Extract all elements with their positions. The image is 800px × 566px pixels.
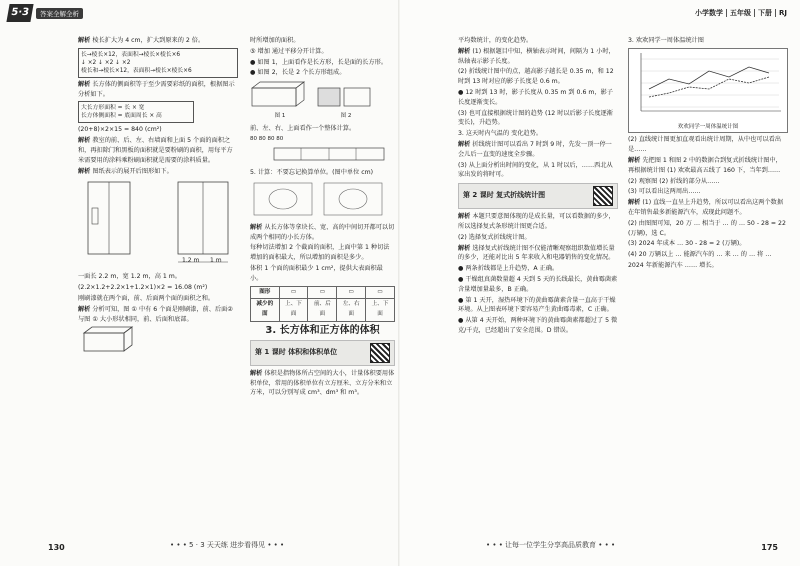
- section-title: 3. 长方体和正方体的体积: [265, 324, 380, 336]
- table-cell: 前、后面: [308, 299, 337, 322]
- subject-label: 小学数学: [695, 9, 723, 17]
- paragraph: ● 如图 1，上面看作是长方形，长是面的长方形。: [250, 58, 388, 66]
- lesson-banner: [458, 183, 618, 209]
- page-footer: • • • 让每一位学生分享高品质教育 • • •: [486, 541, 616, 549]
- analysis-label: 解析: [78, 167, 91, 175]
- paragraph: (3) 可以看出这两周出……: [628, 188, 701, 196]
- paragraph: 棱长扩大为 4 cm，扩大到原来的 2 倍。: [92, 37, 205, 44]
- paragraph: ⑤ 增加 通过平移分开计算。: [250, 47, 328, 55]
- page-footer: • • • 5 · 3 天天练 进步看得见 • • •: [170, 541, 285, 549]
- calculation: (20+8)×2×15 = 840 (cm²): [78, 126, 162, 134]
- table-cell: 上、下面: [279, 299, 308, 322]
- analysis-label: 解析: [78, 305, 91, 313]
- line-chart-svg: [629, 49, 785, 119]
- formula-line: 大长方形面积 = 长 × 宽: [81, 105, 145, 112]
- paragraph: 前、左、右、上面看作一个整体计算。: [250, 124, 356, 132]
- analysis-label: 解析: [458, 213, 471, 221]
- page-number: 175: [761, 543, 778, 552]
- lesson-title: 第 2 课时 复式折线统计图: [463, 191, 546, 200]
- paragraph: 3. 欢欢同学一周体温统计图: [628, 37, 704, 44]
- analysis-label: 解析: [628, 199, 641, 207]
- paragraph: (3) 从上面分析出时间的变化，从 1 时以后，……西北从家出发的将时可。: [458, 161, 613, 179]
- grade-label: 五年级: [726, 9, 754, 17]
- figure-2: [316, 80, 376, 122]
- paragraph: 图纸表示的展开后图形如下。: [92, 167, 173, 175]
- subject-header: [692, 8, 790, 18]
- paragraph: 刚刷漆就在两个面，前、后面两个面的面积之和。: [78, 294, 215, 302]
- dimension-label: 80 80 80 80: [250, 135, 284, 142]
- figure-caption: 图 1: [274, 112, 286, 119]
- chart-caption: 欢欢同学一周体温统计图: [677, 123, 739, 130]
- volume-label: 下册: [754, 9, 775, 17]
- paragraph: (3) 2024 年成本 … 30 - 28 = 2 (万辆)。: [628, 240, 746, 248]
- paragraph: (2) 由图图可知，20 万 … 相当于 … 的 … 50 - 28 = 22 (万辆)，选 C。: [628, 219, 786, 237]
- right-page: [400, 0, 800, 566]
- section-badge: 答案全解全析: [36, 8, 83, 19]
- long-box-drawing: [250, 144, 390, 164]
- paragraph: ● 两条折线都是上升趋势，A 正确。: [458, 265, 559, 273]
- page-number: 130: [48, 543, 65, 552]
- paragraph: (2) 观察图 (2) 折线的部分从……: [628, 177, 720, 185]
- formula-line: 棱长和→棱长×12，表面积→棱长×棱长×6: [81, 67, 192, 74]
- formula-line: 长→棱长×12，表面积→棱长×棱长×6: [81, 51, 181, 58]
- formula-line: ↓ ×2 ↓ ×2 ↓ ×2: [81, 59, 131, 66]
- figure-row: [250, 80, 395, 122]
- paragraph: 时所增加的面积。: [250, 37, 300, 44]
- paragraph: (4) 20 万辆以上 … 能源汽车的 … 来 … 的 … 将 …: [628, 251, 772, 259]
- paragraph: (1) 直线一直呈上升趋势，所以可以看出这两个数据在年销售最多新能源汽车，成现此问题不。: [628, 199, 784, 216]
- paragraph: 体积是指物体所占空间的大小，计量体积要用体积单位，常用的体积单位有立方厘米、立方分米和立方米，可以分别写成 cm³、dm³ 和 m³。: [250, 369, 395, 397]
- table-cell: 左、右面: [337, 299, 366, 322]
- analysis-label: 解析: [250, 223, 263, 231]
- figure-1: [250, 80, 310, 122]
- cube-diagram: [78, 325, 138, 355]
- paragraph: 选择复式折线统计图不仅能清晰观察组织数值增长量的多少，还能对比出 5 年来收入和电器销售的变化情况。: [458, 244, 615, 262]
- paragraph: ● 12 时到 13 时，影子长度从 0.35 m 到 0.6 m，影子长度逐渐变长。: [458, 88, 613, 106]
- paragraph: (2) 直线统计图更加直观看出统计周期，从中也可以看出是……: [628, 136, 782, 154]
- formula-box: [78, 48, 238, 78]
- series-line: [649, 67, 769, 89]
- paragraph: 平均数统计，的变化趋势。: [458, 37, 533, 44]
- analysis-label: 解析: [458, 244, 471, 252]
- box-figure-drawing: [316, 80, 376, 108]
- temperature-line-chart: [628, 48, 788, 134]
- paragraph: 一面长 2.2 m，宽 1.2 m，高 1 m。: [78, 273, 181, 281]
- left-column-1: [78, 36, 238, 359]
- calculation: (2.2×1.2+2.2×1+1.2×1)×2 = 16.08 (m²): [78, 284, 208, 292]
- paragraph: 先把图 1 和图 2 中的数据合到复式折线统计图中，再根据统计图 (1) 欢欢最高五线了 160 下，当年到……: [628, 156, 782, 174]
- paragraph: (2) 折线统计图中的点，越高影子越长是 0.35 m，和 12 时到 13 时对应的影子长度是 0.6 m。: [458, 68, 614, 86]
- paragraph: 教室的前、后、左、右墙面和上面 5 个面的面积之和，再扣除门和黑板的面积就是要粉刷的面积，用每平方米需要用的涂料乘粉刷面积就是需要的涂料质量。: [78, 137, 233, 164]
- qr-code-icon[interactable]: [593, 186, 613, 206]
- paragraph: 体积 1 个面的面积最少 1 cm²，提供大表面积最小。: [250, 264, 383, 282]
- left-column-2: [250, 36, 395, 399]
- paragraph: 折线统计图可以看出 7 时到 9 时，先发一顶一停一会儿后一直变的速度全步骤。: [458, 140, 612, 158]
- analysis-label: 解析: [250, 369, 263, 377]
- paragraph: (2) 选择复式折线统计图。: [458, 233, 531, 241]
- lesson-title: 第 1 课时 体积和体积单位: [255, 347, 338, 356]
- paragraph: (3) 也可直接根据统计图的趋势 (12 时以后影子长度逐渐变长)，升趋势。: [458, 109, 613, 127]
- table-header: 减少的面: [251, 299, 280, 322]
- paragraph: ● 干燥组真菌数量超 4 天到 5 天的长线最长，黄曲霉菌素含量增加量最多，B 正确。: [458, 275, 618, 293]
- paragraph: 分析可知，图 ① 中有 6 个面是刚刷漆，前、后面② 与图 ① 大小形状相同，前、后面和底部。: [78, 305, 233, 323]
- face-table: 图形 ▭ ▭ ▭ ▭ 减少的面 上、下面 前、后面 左、右面 上、下面: [250, 286, 395, 322]
- paragraph: ● 第 1 天开，湿热环境下的黄曲霉菌素含量一直高于干燥环境。从上图表环境下要容易产生黄曲霉毒素，C 正确。: [458, 296, 616, 314]
- dimension-label: 1.2 m: [182, 257, 200, 265]
- analysis-label: 解析: [78, 137, 91, 145]
- dimension-label: 1 m: [210, 257, 222, 265]
- lesson-banner: [250, 340, 395, 366]
- qr-code-icon[interactable]: [370, 343, 390, 363]
- paragraph: 每种切法增加 2 个截面的面积，上面中第 1 种切法增加的面积最大，所以增加的面积是多少。: [250, 244, 390, 262]
- paragraph: 长方体的侧面积等于至少需要彩纸的面积，根据图示分析如下。: [78, 80, 235, 98]
- table-header: 图形: [251, 286, 280, 299]
- paragraph: 2024 年新能源汽车 …… 增长。: [628, 261, 718, 269]
- paragraph: 本题只要意图体现的是成长量，可以看数据的多少，所以选择复式条形统计图更合适。: [458, 213, 615, 230]
- brand-logo: 5·3: [6, 4, 33, 22]
- figure-caption: 图 2: [340, 112, 352, 119]
- cylinder-figures: [250, 179, 390, 219]
- analysis-label: 解析: [78, 37, 91, 44]
- paragraph: 从长方体等拿块长、宽、高的中间切开都可以切成两个相同的小长方体。: [250, 223, 395, 241]
- formula-line: 长方体侧面积 = 底面周长 × 高: [81, 113, 162, 120]
- paragraph: (1) 根据题目中知，横轴表示时间，间隔为 1 小时，纵轴表示影子长度。: [458, 47, 615, 65]
- paragraph: ● 从第 4 天开始，两种环境下的黄曲霉菌素都超过了 5 微克/千克，已经超出了安全范围。D 错误。: [458, 317, 618, 334]
- right-column-1: [458, 36, 618, 337]
- table-cell: 上、下面: [366, 299, 395, 322]
- paragraph: 5. 计算：不要忘记换算单位。(图中单位 cm): [250, 169, 374, 177]
- right-column-2: [628, 36, 788, 272]
- paragraph: 3. 这天时内气温的 变化趋势。: [458, 130, 543, 138]
- analysis-label: 解析: [458, 140, 471, 148]
- paragraph: ● 如图 2，长是 2 个长方形组成。: [250, 69, 346, 77]
- box-net-figure: [78, 178, 238, 270]
- box-figure-drawing: [250, 80, 310, 108]
- analysis-label: 解析: [458, 47, 471, 55]
- analysis-label: 解析: [78, 80, 91, 88]
- analysis-label: 解析: [628, 156, 641, 164]
- relation-box: [78, 101, 194, 123]
- edition-label: RJ: [775, 9, 790, 17]
